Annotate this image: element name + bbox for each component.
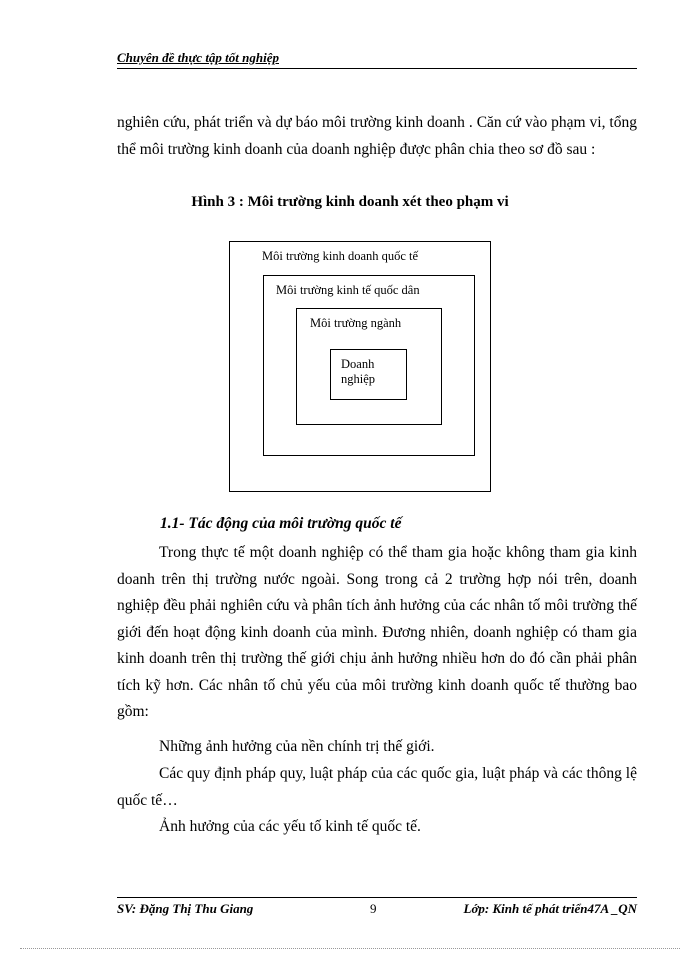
page-footer [117,897,637,916]
list-item: Những ảnh hưởng của nền chính trị thế giới. [159,738,435,755]
box-enterprise [330,349,407,400]
page-number: 9 [370,901,377,916]
header-title: Chuyên đề thực tập tốt nghiệp [117,50,279,65]
label-national: Môi trường kinh tế quốc dân [276,283,420,297]
figure-caption: Hình 3 : Môi trường kinh doanh xét theo phạm vi [191,194,509,210]
section-title: 1.1- Tác động của môi trường quốc tế [160,515,402,532]
label-international: Môi trường kinh doanh quốc tế [262,249,419,263]
footer-class: Lớp: Kinh tế phát triển47A _QN [463,901,637,916]
list-item: Các quy định pháp quy, luật pháp của các quốc gia, luật pháp và các thông lệ quốc tế… [117,765,637,809]
label-enterprise: Doanh nghiệp [341,357,376,386]
label-industry: Môi trường ngành [310,316,402,330]
page-edge-divider [20,948,680,949]
page-header [117,50,637,69]
list-item: Ảnh hưởng của các yếu tố kinh tế quốc tế. [159,818,421,835]
intro-paragraph: nghiên cứu, phát triển và dự báo môi trường kinh doanh . Căn cứ vào phạm vi, tổng thể môi trường kinh doanh của doanh nghiệp được phân chia theo sơ đồ sau : [117,114,637,158]
section-paragraph: Trong thực tế một doanh nghiệp có thể tham gia hoặc không tham gia kinh doanh trên thị trường nước ngoài. Song trong cả 2 trường hợp nói trên, doanh nghiệp đều phải nghiên cứu và phân tích ảnh hưởng của các nhân tố môi trường thế giới đến hoạt động kinh doanh của mình. Đương nhiên, doanh nghiệp có tham gia kinh doanh trên thị trường thế giới chịu ảnh hưởng nhiều hơn do đó cần phải phân tích kỹ hơn. Các nhân tố chủ yếu của môi trường kinh doanh quốc tế thường bao gồm: [117,544,637,720]
footer-student: SV: Đặng Thị Thu Giang [117,901,254,916]
